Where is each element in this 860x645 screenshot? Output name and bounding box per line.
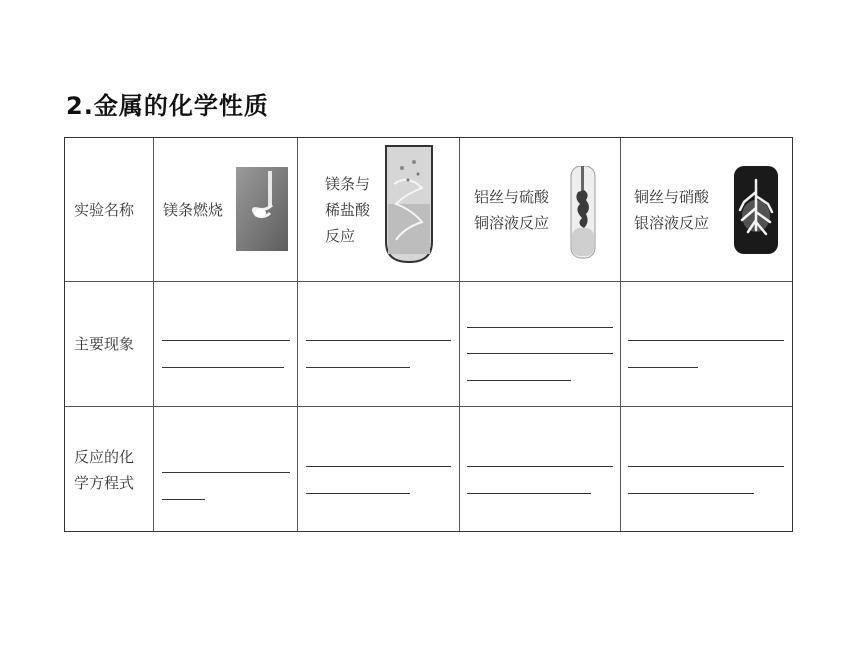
- experiment-name-4: 铜丝与硝酸 银溶液反应: [634, 188, 710, 232]
- answer-blank[interactable]: [628, 466, 784, 467]
- answer-blank[interactable]: [162, 367, 284, 368]
- column-divider: [620, 138, 621, 531]
- row-label-phenomenon: 主要现象: [74, 335, 135, 353]
- header-label: 实验名称: [74, 201, 135, 219]
- answer-blank[interactable]: [467, 466, 613, 467]
- experiment-name-1: 镁条燃烧: [163, 201, 224, 219]
- experiment-table: [64, 137, 793, 532]
- answer-blank[interactable]: [162, 499, 205, 500]
- answer-blank[interactable]: [306, 493, 410, 494]
- answer-blank[interactable]: [628, 493, 754, 494]
- answer-blank[interactable]: [628, 340, 784, 341]
- answer-blank[interactable]: [306, 340, 451, 341]
- column-divider: [459, 138, 460, 531]
- row-divider: [65, 281, 792, 282]
- test-tube-silver-tree-photo: [734, 166, 778, 254]
- column-divider: [153, 138, 154, 531]
- experiment-name-2: 镁条与 稀盐酸 反应: [325, 175, 371, 245]
- answer-blank[interactable]: [467, 380, 571, 381]
- answer-blank[interactable]: [628, 367, 698, 368]
- answer-blank[interactable]: [306, 466, 451, 467]
- test-tube-bubbles-photo: [384, 144, 434, 264]
- column-divider: [297, 138, 298, 531]
- row-divider: [65, 406, 792, 407]
- page-title: 2.金属的化学性质: [66, 92, 269, 120]
- experiment-name-3: 铝丝与硫酸 铜溶液反应: [474, 188, 550, 232]
- answer-blank[interactable]: [467, 353, 613, 354]
- burning-magnesium-photo: [236, 167, 288, 251]
- answer-blank[interactable]: [467, 493, 591, 494]
- answer-blank[interactable]: [162, 340, 290, 341]
- answer-blank[interactable]: [306, 367, 410, 368]
- row-label-equation: 反应的化 学方程式: [74, 448, 135, 492]
- answer-blank[interactable]: [162, 472, 290, 473]
- answer-blank[interactable]: [467, 327, 613, 328]
- test-tube-copper-deposit-photo: [570, 166, 596, 260]
